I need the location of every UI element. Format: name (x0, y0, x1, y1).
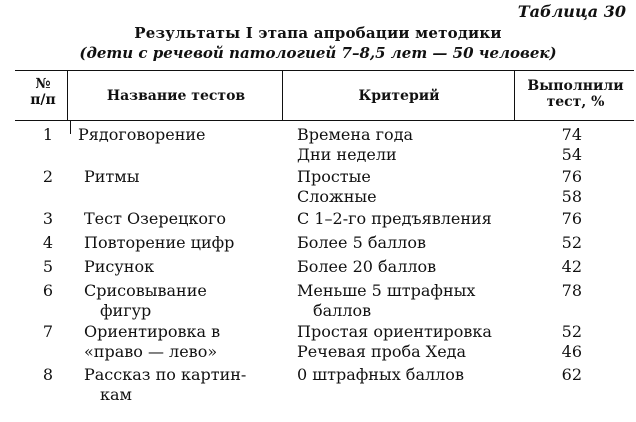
criterion: Меньше 5 штрафных (297, 281, 476, 300)
row-number: 8 (42, 365, 54, 384)
header-done-line: Выполнили (527, 78, 624, 94)
row-number: 5 (42, 257, 54, 276)
test-name: Срисовывание (84, 281, 207, 300)
row-number: 1 (42, 125, 54, 144)
percent: 76 (561, 167, 582, 186)
row-number: 7 (42, 322, 54, 341)
percent: 58 (561, 187, 582, 206)
percent: 74 (561, 125, 582, 144)
criterion: Дни недели (297, 145, 397, 164)
column-divider (514, 70, 515, 120)
percent: 76 (561, 209, 582, 228)
criterion: Более 20 баллов (297, 257, 437, 276)
header-num (20, 76, 66, 108)
header-criterion: Критерий (358, 88, 440, 104)
header-test-name: Название тестов (106, 88, 246, 104)
table-subtitle: (дети с речевой патологией 7–8,5 лет — 50 человек) (79, 44, 557, 62)
criterion-continuation: баллов (313, 301, 372, 320)
column-divider (67, 70, 68, 120)
percent: 46 (561, 342, 582, 361)
criterion: Более 5 баллов (297, 233, 426, 252)
criterion: Времена года (297, 125, 414, 144)
table-number-label: Таблица 30 (517, 2, 626, 21)
criterion: Простые (297, 167, 371, 186)
header-done (517, 78, 634, 110)
percent: 52 (561, 233, 582, 252)
percent: 62 (561, 365, 582, 384)
header-done-line: тест, % (546, 94, 605, 110)
column-divider (282, 70, 283, 120)
test-name: Ритмы (84, 167, 140, 186)
test-name-continuation: кам (100, 385, 132, 404)
percent: 78 (561, 281, 582, 300)
header-bottom-rule (15, 120, 634, 121)
test-name-continuation: фигур (100, 301, 152, 320)
test-name: Ориентировка в (84, 322, 221, 341)
test-name: Рассказ по картин- (84, 365, 247, 384)
percent: 52 (561, 322, 582, 341)
criterion: 0 штрафных баллов (297, 365, 464, 384)
test-name: Повторение цифр (84, 233, 235, 252)
percent: 42 (561, 257, 582, 276)
header-num-line: п/п (30, 92, 56, 108)
percent: 54 (561, 145, 582, 164)
row-number: 3 (42, 209, 54, 228)
test-name: Рядоговорение (78, 125, 206, 144)
row-number: 6 (42, 281, 54, 300)
header-num-line: № (35, 76, 51, 92)
row-number: 4 (42, 233, 54, 252)
criterion: С 1–2-го предъявления (297, 209, 492, 228)
criterion: Речевая проба Хеда (297, 342, 467, 361)
table-title: Результаты I этапа апробации методики (134, 24, 502, 42)
column-divider-tick (70, 120, 71, 134)
test-name: Тест Озерецкого (84, 209, 226, 228)
test-name-continuation: «право — лево» (84, 342, 218, 361)
row-number: 2 (42, 167, 54, 186)
criterion: Простая ориентировка (297, 322, 492, 341)
test-name: Рисунок (84, 257, 155, 276)
criterion: Сложные (297, 187, 377, 206)
header-top-rule (15, 70, 634, 71)
